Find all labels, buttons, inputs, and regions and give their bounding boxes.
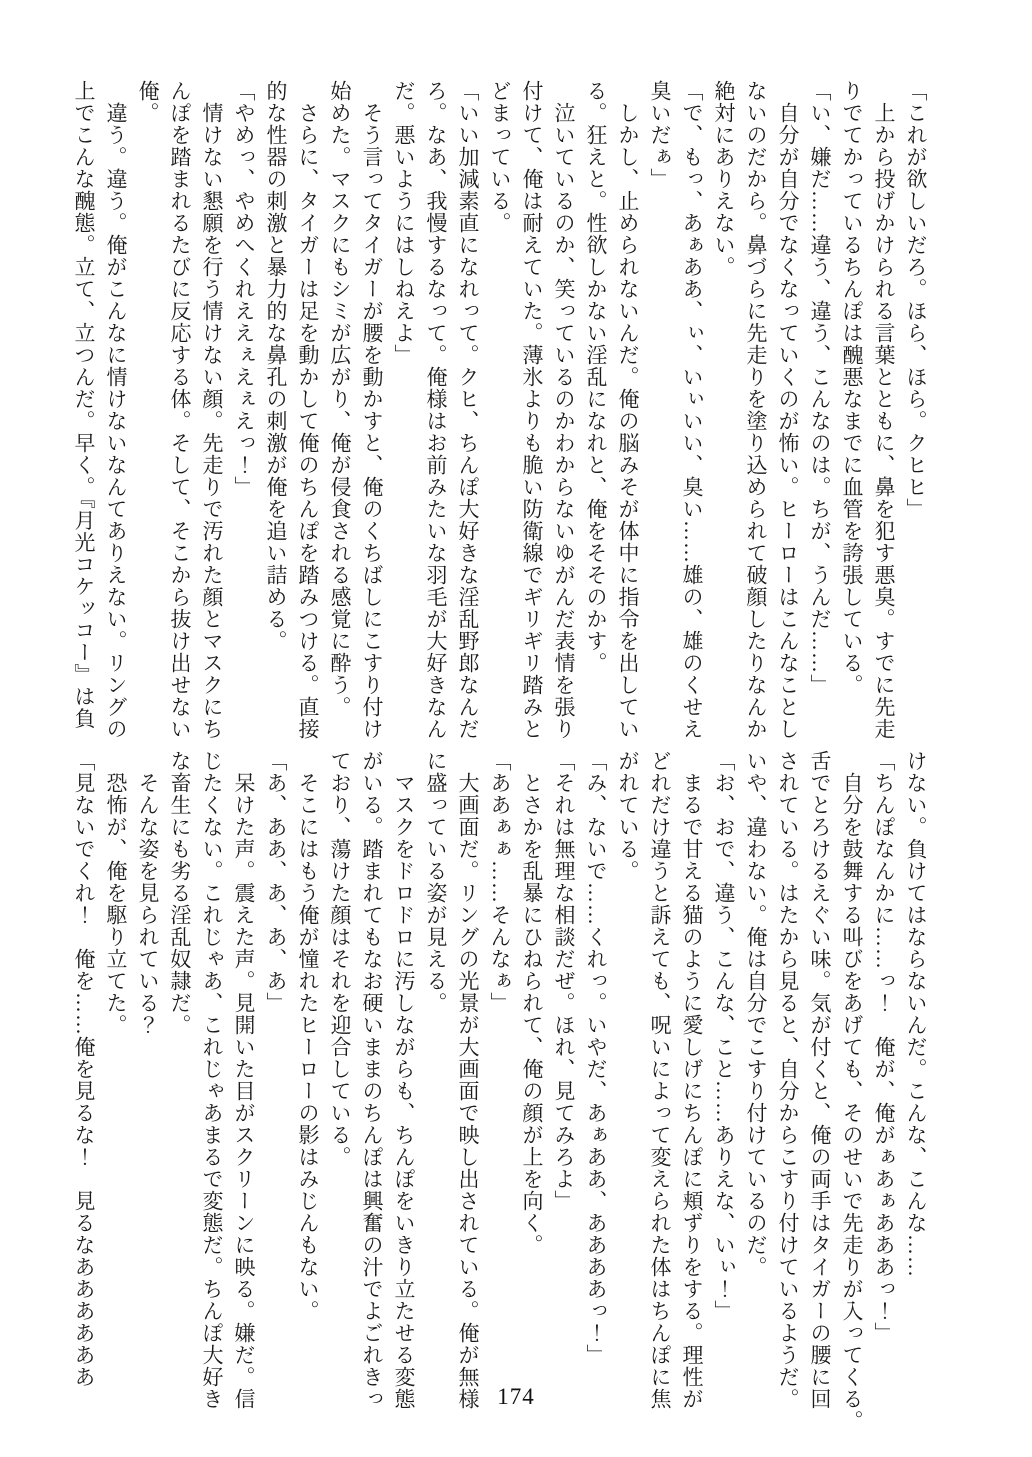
text-line: どれだけ違うと訴えても、呪いによって変えられた体はちんぽに焦 (648, 750, 672, 1410)
text-line: 「これが欲しいだろ。ほら、ほら。クヒヒ」 (904, 80, 928, 520)
text-line: 大画面だ。リングの光景が大画面で映し出されている。俺が無様 (456, 750, 480, 1410)
text-line: る。狂えと。性欲しかない淫乱になれと、俺をそそのかす。 (584, 80, 608, 674)
text-line: 「で、もっ、あぁああ、ぃ、いぃいい、臭い……雄の、雄のくせえ (680, 80, 704, 740)
text-line: 「見ないでくれ！ 俺を……俺を見るな！ 見るなああああああ (72, 750, 96, 1388)
text-line: 「ああぁぁ……そんなぁ」 (488, 750, 512, 1014)
text-line: しかし、止められないんだ。俺の脳みそが体中に指令を出してい (616, 80, 640, 740)
text-line: 「やめっ、やめへくれええぇえぇえっ！」 (232, 80, 256, 498)
text-line: 的な性器の刺激と暴力的な鼻孔の刺激が俺を追い詰める。 (264, 80, 288, 652)
text-line: だ。悪いようにはしねえよ」 (392, 80, 416, 366)
text-line: 絶対にありえない。 (712, 80, 736, 278)
text-line: どまっている。 (488, 80, 512, 234)
text-line: けない。負けてはならないんだ。こんな、こんな…… (904, 750, 928, 1278)
text-line: じたくない。これじゃあ、これじゃあまるで変態だ。ちんぽ大好き (200, 750, 224, 1410)
text-line: 上でこんな醜態。立て、立つんだ。早く。『月光コケッコー』は負 (72, 80, 96, 730)
text-line: がいる。踏まれてもなお硬いままのちんぽは興奮の汁でよごれきっ (360, 750, 384, 1410)
text-line: 自分が自分でなくなっていくのが怖い。ヒーローはこんなことし (776, 80, 800, 740)
text-line: 違う。違う。俺がこんなに情けないなんてありえない。リングの (104, 80, 128, 740)
text-line: されている。はたから見ると、自分からこすり付けているようだ。 (776, 750, 800, 1410)
text-line: に盛っている姿が見える。 (424, 750, 448, 1014)
text-line: 情けない懇願を行う情けない顔。先走りで汚れた顔とマスクにち (200, 80, 224, 740)
text-line: とさかを乱暴にひねられて、俺の顔が上を向く。 (520, 750, 544, 1256)
text-line: 自分を鼓舞する叫びをあげても、そのせいで先走りが入ってくる。 (840, 750, 864, 1432)
text-line: そう言ってタイガーが腰を動かすと、俺のくちばしにこすり付け (360, 80, 384, 740)
text-line: ろ。なあ、我慢するなって。俺様はお前みたいな羽毛が大好きなん (424, 80, 448, 740)
text-line: 「み、ないで……くれっ。いやだ、あぁああ、ああああっ！」 (584, 750, 608, 1366)
text-line: 泣いているのか、笑っているのかわからないゆがんだ表情を張り (552, 80, 576, 740)
text-line: 「いい加減素直になれって。クヒ、ちんぽ大好きな淫乱野郎なんだ (456, 80, 480, 740)
text-line: 始めた。マスクにもシミが広がり、俺が侵食される感覚に酔う。 (328, 80, 352, 718)
bottom-text-block (68, 750, 932, 1432)
text-line: そこにはもう俺が憧れたヒーローの影はみじんもない。 (296, 750, 320, 1322)
text-line: ており、蕩けた顔はそれを迎合している。 (328, 750, 352, 1168)
text-line: な畜生にも劣る淫乱奴隷だ。 (168, 750, 192, 1036)
text-line: 呆けた声。震えた声。見開いた目がスクリーンに映る。嫌だ。信 (232, 750, 256, 1410)
text-line: んぽを踏まれるたびに反応する体。そして、そこから抜け出せない (168, 80, 192, 740)
text-line: 舌でとろけるえぐい味。気が付くと、俺の両手はタイガーの腰に回 (808, 750, 832, 1410)
text-line: いや、違わない。俺は自分でこすり付けているのだ。 (744, 750, 768, 1278)
page-number: 174 (497, 1384, 535, 1409)
text-line: マスクをドロドロに汚しながらも、ちんぽをいきり立たせる変態 (392, 750, 416, 1410)
text-line: 上から投げかけられる言葉とともに、鼻を犯す悪臭。すでに先走 (872, 80, 896, 740)
text-line: 「あ、ああ、あ、あ、あ」 (264, 750, 288, 1014)
text-line: さらに、タイガーは足を動かして俺のちんぽを踏みつける。直接 (296, 80, 320, 740)
text-line: りでてかっているちんぽは醜悪なまでに血管を誇張している。 (840, 80, 864, 696)
text-line: 「い、嫌だ……違う、違う、こんなのは。ちが、うんだ……」 (808, 80, 832, 696)
text-line: 付けて、俺は耐えていた。薄氷よりも脆い防衛線でギリギリ踏みと (520, 80, 544, 740)
text-line: 恐怖が、俺を駆り立てた。 (104, 750, 128, 1036)
text-line: 「それは無理な相談だぜ。ほれ、見てみろよ」 (552, 750, 576, 1212)
text-line: 「お、おで、違う、こんな、こと……ありえな、いぃ！」 (712, 750, 736, 1322)
text-line: ないのだから。鼻づらに先走りを塗り込められて破顔したりなんか (744, 80, 768, 740)
text-line: 臭いだぁ」 (648, 80, 672, 190)
text-line: がれている。 (616, 750, 640, 882)
text-line: まるで甘える猫のように愛しげにちんぽに頬ずりをする。理性が (680, 750, 704, 1410)
text-line: そんな姿を見られている？ (136, 750, 160, 1036)
text-line: 俺。 (136, 80, 160, 124)
text-line: 「ちんぽなんかに……っ！ 俺が、俺がぁあぁあああっ！」 (872, 750, 896, 1344)
top-text-block (68, 80, 932, 740)
